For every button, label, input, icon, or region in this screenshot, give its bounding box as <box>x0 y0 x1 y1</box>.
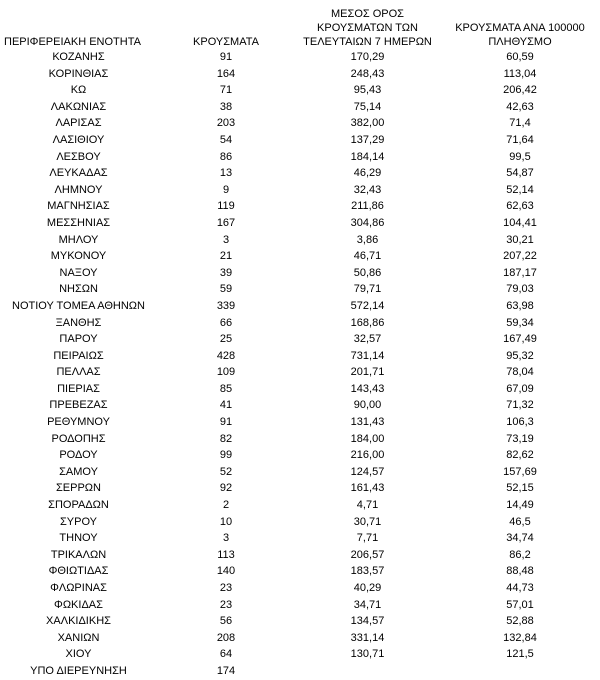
region-cell: ΠΕΛΛΑΣ <box>56 366 101 379</box>
table-row <box>0 215 600 232</box>
cases-cell: 21 <box>219 250 233 263</box>
region-cell: ΦΘΙΩΤΙΔΑΣ <box>48 565 109 578</box>
per100k-cell: 95,32 <box>506 349 534 362</box>
header-cases-label: ΚΡΟΥΣΜΑΤΑ <box>193 36 259 48</box>
cases-cell: 164 <box>216 67 236 80</box>
per100k-cell: 52,15 <box>506 482 534 495</box>
per100k-cell: 54,87 <box>506 167 534 180</box>
avg7-cell: 50,86 <box>353 266 382 279</box>
per100k-cell: 88,48 <box>506 565 534 578</box>
cases-cell: 91 <box>219 51 233 63</box>
region-cell: ΠΑΡΟΥ <box>59 333 98 346</box>
region-cell: ΝΑΞΟΥ <box>59 266 98 279</box>
cases-cell: 59 <box>219 283 233 296</box>
table-row <box>0 165 600 182</box>
cases-cell: 113 <box>217 548 235 561</box>
cases-cell: 52 <box>219 465 233 478</box>
header-cases <box>157 0 295 49</box>
table-row <box>0 464 600 481</box>
avg7-cell: 184,00 <box>350 432 385 445</box>
table-row <box>0 580 600 597</box>
table-row <box>0 364 600 381</box>
per100k-cell: 82,62 <box>506 449 534 462</box>
table-row <box>0 315 600 332</box>
per100k-cell: 187,17 <box>503 266 537 279</box>
table-row <box>0 414 600 431</box>
cases-cell: 86 <box>219 150 233 163</box>
table-row <box>0 348 600 365</box>
region-cell: ΡΟΔΟΠΗΣ <box>51 432 106 445</box>
table-row <box>0 613 600 630</box>
table-row <box>0 182 600 199</box>
region-cell: ΠΕΙΡΑΙΩΣ <box>53 349 104 362</box>
region-cell: ΜΥΚΟΝΟΥ <box>50 250 107 263</box>
avg7-cell: 30,71 <box>353 515 382 528</box>
avg7-cell: 3,86 <box>356 233 379 246</box>
region-cell: ΣΠΟΡΑΔΩΝ <box>48 499 109 512</box>
region-cell: ΦΛΩΡΙΝΑΣ <box>50 582 107 594</box>
region-cell: ΦΩΚΙΔΑΣ <box>54 598 103 611</box>
avg7-cell: 124,57 <box>350 465 385 478</box>
header-avg7-line: ΤΕΛΕΥΤΑΙΩΝ 7 ΗΜΕΡΩΝ <box>303 36 432 48</box>
region-cell: ΛΑΚΩΝΙΑΣ <box>50 100 107 113</box>
table-body <box>0 49 600 680</box>
per100k-cell: 113,04 <box>503 67 537 80</box>
region-cell: ΤΡΙΚΑΛΩΝ <box>50 548 107 561</box>
avg7-cell: 137,29 <box>350 133 385 146</box>
per100k-cell: 71,4 <box>509 117 531 130</box>
avg7-cell: 75,14 <box>353 100 382 113</box>
avg7-cell: 90,00 <box>353 399 382 412</box>
avg7-cell: 143,43 <box>350 382 385 395</box>
per100k-cell: 60,59 <box>506 51 534 63</box>
avg7-cell: 95,43 <box>353 84 382 97</box>
cases-cell: 339 <box>216 299 236 312</box>
avg7-cell: 46,29 <box>353 167 382 180</box>
per100k-cell: 79,03 <box>506 283 534 296</box>
region-cell: ΧΙΟΥ <box>65 648 92 661</box>
cases-cell: 2 <box>222 499 230 512</box>
table-row <box>0 298 600 315</box>
avg7-cell: 4,71 <box>356 499 379 512</box>
region-cell: ΣΥΡΟΥ <box>59 515 97 528</box>
per100k-cell: 30,21 <box>506 233 534 246</box>
per100k-cell: 104,41 <box>503 216 537 229</box>
header-per100k <box>440 0 600 49</box>
per100k-cell: 78,04 <box>506 366 534 379</box>
region-cell: ΠΙΕΡΙΑΣ <box>57 382 100 395</box>
per100k-cell: 207,22 <box>503 250 537 263</box>
cases-cell: 85 <box>219 382 233 395</box>
table-row <box>0 82 600 99</box>
table-row <box>0 597 600 614</box>
table-row <box>0 331 600 348</box>
region-cell: ΞΑΝΘΗΣ <box>55 316 102 329</box>
region-cell: ΛΕΥΚΑΔΑΣ <box>49 167 108 180</box>
cases-cell: 13 <box>219 167 233 180</box>
avg7-cell: 170,29 <box>350 51 385 63</box>
cases-cell: 167 <box>216 216 236 229</box>
avg7-cell: 34,71 <box>353 598 382 611</box>
cases-cell: 174 <box>216 664 236 677</box>
table-header <box>0 0 600 49</box>
cases-cell: 38 <box>219 100 233 113</box>
avg7-cell: 183,57 <box>350 565 385 578</box>
region-cell: ΛΑΣΙΘΙΟΥ <box>52 133 105 146</box>
table-row <box>0 514 600 531</box>
cases-cell: 109 <box>216 366 236 379</box>
avg7-cell: 32,43 <box>353 183 382 196</box>
avg7-cell: 130,71 <box>350 648 385 661</box>
cases-cell: 208 <box>216 631 236 644</box>
avg7-cell: 168,86 <box>350 316 385 329</box>
avg7-cell: 206,57 <box>350 548 385 561</box>
region-cell: ΚΟΡΙΝΘΙΑΣ <box>48 67 109 80</box>
avg7-cell: 134,57 <box>350 615 385 628</box>
avg7-cell: 216,00 <box>350 449 385 462</box>
table-row <box>0 530 600 547</box>
cases-cell: 119 <box>217 200 235 213</box>
table-row <box>0 563 600 580</box>
per100k-cell: 44,73 <box>506 582 534 594</box>
region-cell: ΛΕΣΒΟΥ <box>56 150 101 163</box>
region-cell: ΧΑΝΙΩΝ <box>57 631 100 644</box>
table-row <box>0 431 600 448</box>
avg7-cell: 161,43 <box>350 482 385 495</box>
region-cell: ΝΗΣΩΝ <box>59 283 98 296</box>
cases-cell: 54 <box>219 133 233 146</box>
per100k-cell: 52,14 <box>506 183 534 196</box>
header-avg7-line: ΜΕΣΟΣ ΟΡΟΣ <box>331 8 404 20</box>
region-cell: ΡΟΔΟΥ <box>59 449 98 462</box>
region-cell: ΜΑΓΝΗΣΙΑΣ <box>47 200 110 213</box>
avg7-cell: 131,43 <box>350 416 385 429</box>
region-cell: ΠΡΕΒΕΖΑΣ <box>49 399 108 412</box>
per100k-cell: 167,49 <box>503 333 537 346</box>
region-cell: ΜΕΣΣΗΝΙΑΣ <box>46 216 111 229</box>
cases-cell: 41 <box>219 399 233 412</box>
per100k-cell: 34,74 <box>506 532 534 545</box>
region-cell: ΤΗΝΟΥ <box>59 532 98 545</box>
per100k-cell: 99,5 <box>509 150 531 163</box>
cases-cell: 23 <box>219 598 233 611</box>
per100k-cell: 62,63 <box>506 200 534 213</box>
avg7-cell: 79,71 <box>353 283 382 296</box>
avg7-cell: 201,71 <box>350 366 385 379</box>
table-row <box>0 99 600 116</box>
per100k-cell: 42,63 <box>506 100 534 113</box>
per100k-cell: 71,64 <box>506 133 534 146</box>
avg7-cell: 331,14 <box>350 631 385 644</box>
cases-cell: 91 <box>219 416 233 429</box>
table-row <box>0 232 600 249</box>
region-cell: ΣΕΡΡΩΝ <box>56 482 101 495</box>
cases-cell: 25 <box>219 333 233 346</box>
region-cell: ΚΩ <box>70 84 87 97</box>
per100k-cell: 132,84 <box>503 631 537 644</box>
avg7-cell: 32,57 <box>353 333 382 346</box>
avg7-cell <box>295 663 440 680</box>
region-cell: ΣΑΜΟΥ <box>59 465 98 478</box>
cases-cell: 3 <box>222 233 230 246</box>
per100k-cell: 59,34 <box>506 316 534 329</box>
avg7-cell: 211,86 <box>351 200 384 213</box>
table-row <box>0 547 600 564</box>
table-row <box>0 447 600 464</box>
header-avg7 <box>295 0 440 49</box>
avg7-cell: 382,00 <box>350 117 385 130</box>
region-cell: ΛΗΜΝΟΥ <box>54 183 103 196</box>
cases-cell: 203 <box>216 117 236 130</box>
per100k-cell: 52,88 <box>506 615 534 628</box>
per100k-cell: 157,69 <box>503 465 537 478</box>
region-cell: ΜΗΛΟΥ <box>58 233 99 246</box>
table-row <box>0 248 600 265</box>
per100k-cell: 63,98 <box>506 299 534 312</box>
region-cell: ΥΠΟ ΔΙΕΡΕΥΝΗΣΗ <box>30 664 127 677</box>
table-row <box>0 132 600 149</box>
avg7-cell: 304,86 <box>350 216 385 229</box>
cases-cell: 56 <box>219 615 233 628</box>
avg7-cell: 731,14 <box>350 349 385 362</box>
per100k-cell: 86,2 <box>509 548 531 561</box>
table-row <box>0 265 600 282</box>
cases-cell: 99 <box>219 449 233 462</box>
per100k-cell: 121,5 <box>506 648 534 661</box>
table-row <box>0 663 600 680</box>
table-row <box>0 646 600 663</box>
header-region <box>0 0 157 49</box>
per100k-cell: 73,19 <box>506 432 534 445</box>
table-row <box>0 630 600 647</box>
cases-cell: 3 <box>222 532 230 545</box>
avg7-cell: 40,29 <box>353 582 382 594</box>
region-cell: ΛΑΡΙΣΑΣ <box>55 117 102 130</box>
avg7-cell: 46,71 <box>353 250 382 263</box>
header-row <box>0 0 600 49</box>
table-row <box>0 115 600 132</box>
cases-cell: 10 <box>219 515 233 528</box>
table-row <box>0 149 600 166</box>
cases-cell: 428 <box>216 349 236 362</box>
per100k-cell: 57,01 <box>506 598 534 611</box>
header-avg7-line: ΚΡΟΥΣΜΑΤΩΝ ΤΩΝ <box>317 22 418 34</box>
table-row <box>0 497 600 514</box>
cases-cell: 23 <box>219 582 233 594</box>
avg7-cell: 248,43 <box>350 67 385 80</box>
per100k-cell: 67,09 <box>506 382 534 395</box>
per100k-cell: 46,5 <box>509 515 531 528</box>
region-cell: ΚΟΖΑΝΗΣ <box>52 51 105 63</box>
cases-cell: 92 <box>219 482 233 495</box>
per100k-cell <box>440 663 600 680</box>
region-cell: ΝΟΤΙΟΥ ΤΟΜΕΑ ΑΘΗΝΩΝ <box>12 299 145 312</box>
region-cell: ΧΑΛΚΙΔΙΚΗΣ <box>46 615 111 628</box>
cases-cell: 140 <box>216 565 236 578</box>
avg7-cell: 7,71 <box>356 532 379 545</box>
header-per100k-line: ΠΛΗΘΥΣΜΟ <box>488 36 552 48</box>
table-row <box>0 198 600 215</box>
cases-cell: 71 <box>219 84 233 97</box>
table-row <box>0 281 600 298</box>
header-per100k-line: ΚΡΟΥΣΜΑΤΑ ΑΝΑ 100000 <box>455 22 585 34</box>
table-row <box>0 49 600 66</box>
per100k-cell: 14,49 <box>506 499 534 512</box>
cases-cell: 82 <box>219 432 233 445</box>
header-region-label: ΠΕΡΙΦΕΡΕΙΑΚΗ ΕΝΟΤΗΤΑ <box>4 36 141 48</box>
cases-cell: 64 <box>219 648 233 661</box>
per100k-cell: 71,32 <box>506 399 534 412</box>
cases-cell: 66 <box>219 316 233 329</box>
per100k-cell: 106,3 <box>506 416 534 429</box>
avg7-cell: 184,14 <box>350 150 385 163</box>
table-row <box>0 381 600 398</box>
region-cell: ΡΕΘΥΜΝΟΥ <box>47 416 110 429</box>
cases-cell: 9 <box>222 183 230 196</box>
table-row <box>0 480 600 497</box>
table-row <box>0 66 600 83</box>
per100k-cell: 206,42 <box>503 84 537 97</box>
avg7-cell: 572,14 <box>350 299 385 312</box>
cases-cell: 39 <box>219 266 233 279</box>
table-row <box>0 397 600 414</box>
